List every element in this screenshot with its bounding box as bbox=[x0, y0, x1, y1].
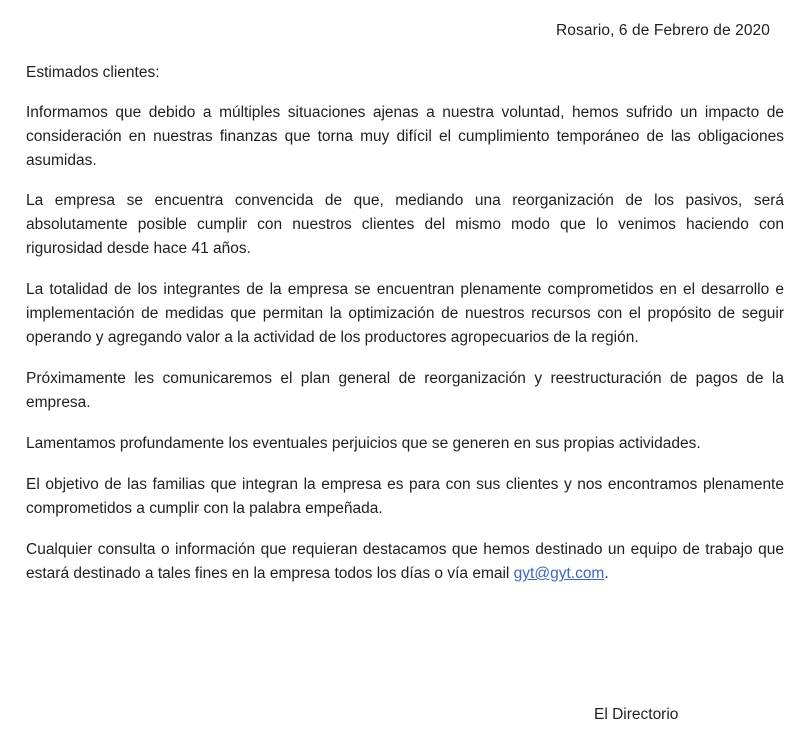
signature: El Directorio bbox=[594, 706, 679, 723]
paragraph-commitment: La totalidad de los integrantes de la empresa se encuentran plenamente comprometidos en el desarrollo e implementación de medidas que permitan la optimización de nuestros recursos con el propósito de seguir operando y agregando valor a la actividad de los productores agropecuarios de la región. bbox=[26, 281, 784, 346]
paragraph-plan: Próximamente les comunicaremos el plan general de reorganización y reestructuración de pagos de la empresa. bbox=[26, 370, 784, 411]
contact-end: . bbox=[604, 565, 609, 582]
paragraph-finances: Informamos que debido a múltiples situaciones ajenas a nuestra voluntad, hemos sufrido un impacto de consideración en nuestras finanzas que torna muy difícil el cumplimiento temporáneo de las obligaciones asumidas. bbox=[26, 104, 784, 169]
letter-greeting: Estimados clientes: bbox=[26, 64, 160, 81]
paragraph-reorganization: La empresa se encuentra convencida de que, mediando una reorganización de los pasivos, será absolutamente posible cumplir con nuestros clientes del mismo modo que lo venimos haciendo con rigurosidad desde hace 41 años. bbox=[26, 192, 784, 257]
letter-body bbox=[26, 101, 784, 603]
paragraph-apology: Lamentamos profundamente los eventuales perjuicios que se generen en sus propias actividades. bbox=[26, 435, 701, 452]
paragraph-objective: El objetivo de las familias que integran la empresa es para con sus clientes y nos encontramos plenamente comprometidos a cumplir con la palabra empeñada. bbox=[26, 476, 784, 517]
contact-text: Cualquier consulta o información que requieran destacamos que hemos destinado un equipo de trabajo que estará destinado a tales fines en la empresa todos los días o vía email bbox=[26, 541, 784, 582]
paragraph-contact bbox=[26, 538, 784, 586]
email-link[interactable]: gyt@gyt.com bbox=[513, 565, 605, 582]
letter-date: Rosario, 6 de Febrero de 2020 bbox=[555, 22, 770, 39]
